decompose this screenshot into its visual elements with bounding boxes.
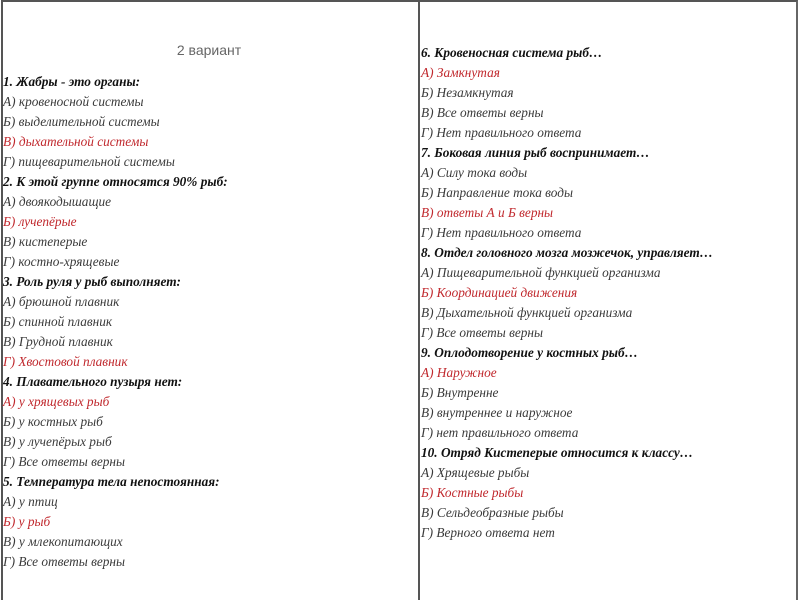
answer-option: В) Грудной плавник [3, 334, 113, 349]
question-text: 3. Роль руля у рыб выполняет: [3, 274, 181, 289]
answer-option: Б) у костных рыб [3, 414, 103, 429]
question-text: 10. Отряд Кистеперые относится к классу… [421, 445, 694, 460]
answer-option: Б) спинной плавник [3, 314, 113, 329]
answer-option: Г) Верного ответа нет [421, 525, 555, 540]
question-text: 7. Боковая линия рыб воспринимает… [421, 145, 650, 160]
answer-option-correct: Б) Координацией движения [421, 285, 578, 300]
answer-option: А) Пищеварительной функцией организма [421, 265, 661, 280]
answer-option: В) внутреннее и наружное [421, 405, 573, 420]
column-divider [418, 0, 420, 600]
answer-option: Г) Все ответы верны [3, 554, 125, 569]
answer-option: А) Силу тока воды [421, 165, 528, 180]
answer-option: Г) Все ответы верны [421, 325, 543, 340]
answer-option: Б) выделительной системы [3, 114, 160, 129]
answer-option: В) Сельдеобразные рыбы [421, 505, 564, 520]
answer-option: В) кистеперые [3, 234, 88, 249]
question-block [3, 72, 415, 172]
answer-option: А) у птиц [3, 494, 58, 509]
question-text: 2. К этой группе относятся 90% рыб: [3, 174, 228, 189]
answer-option-correct: А) у хрящевых рыб [3, 394, 110, 409]
answer-option-correct: В) дыхательной системы [3, 134, 149, 149]
answer-option: Б) Незамкнутая [421, 85, 514, 100]
question-text: 1. Жабры - это органы: [3, 74, 141, 89]
answer-option-correct: А) Замкнутая [421, 65, 500, 80]
answer-option-correct: Б) лучепёрые [3, 214, 77, 229]
answer-option-correct: Б) у рыб [3, 514, 51, 529]
answer-option: Г) Нет правильного ответа [421, 125, 582, 140]
question-block [421, 243, 791, 343]
question-text: 9. Оплодотворение у костных рыб… [421, 345, 638, 360]
answer-option: Г) Все ответы верны [3, 454, 125, 469]
question-block [421, 443, 791, 543]
question-block [421, 343, 791, 443]
question-text: 5. Температура тела непостоянная: [3, 474, 220, 489]
answer-option: В) у млекопитающих [3, 534, 123, 549]
question-list-right [421, 43, 791, 543]
answer-option: Г) пищеварительной системы [3, 154, 175, 169]
answer-option-correct: Г) Хвостовой плавник [3, 354, 128, 369]
answer-option: А) кровеносной системы [3, 94, 144, 109]
answer-option: Г) нет правильного ответа [421, 425, 579, 440]
question-block [3, 172, 415, 272]
question-text: 4. Плавательного пузыря нет: [3, 374, 183, 389]
answer-option: Б) Направление тока воды [421, 185, 573, 200]
variant-title: 2 вариант [176, 42, 242, 58]
question-block [3, 472, 415, 572]
question-block [3, 272, 415, 372]
answer-option: А) двоякодышащие [3, 194, 112, 209]
question-block [421, 43, 791, 143]
answer-option-correct: Б) Костные рыбы [421, 485, 524, 500]
answer-option: В) Дыхательной функцией организма [421, 305, 633, 320]
answer-option: Г) Нет правильного ответа [421, 225, 582, 240]
question-text: 6. Кровеносная система рыб… [421, 45, 603, 60]
answer-option: В) у лучепёрых рыб [3, 434, 112, 449]
answer-option-correct: А) Наружное [421, 365, 497, 380]
answer-option: Г) костно-хрящевые [3, 254, 120, 269]
question-block [421, 143, 791, 243]
answer-option: В) Все ответы верны [421, 105, 544, 120]
answer-option-correct: В) ответы А и Б верны [421, 205, 554, 220]
question-list-left [3, 72, 415, 572]
question-block [3, 372, 415, 472]
question-text: 8. Отдел головного мозга мозжечок, управляет… [421, 245, 713, 260]
answer-option: Б) Внутренне [421, 385, 499, 400]
answer-option: А) Хрящевые рыбы [421, 465, 530, 480]
answer-option: А) брюшной плавник [3, 294, 120, 309]
